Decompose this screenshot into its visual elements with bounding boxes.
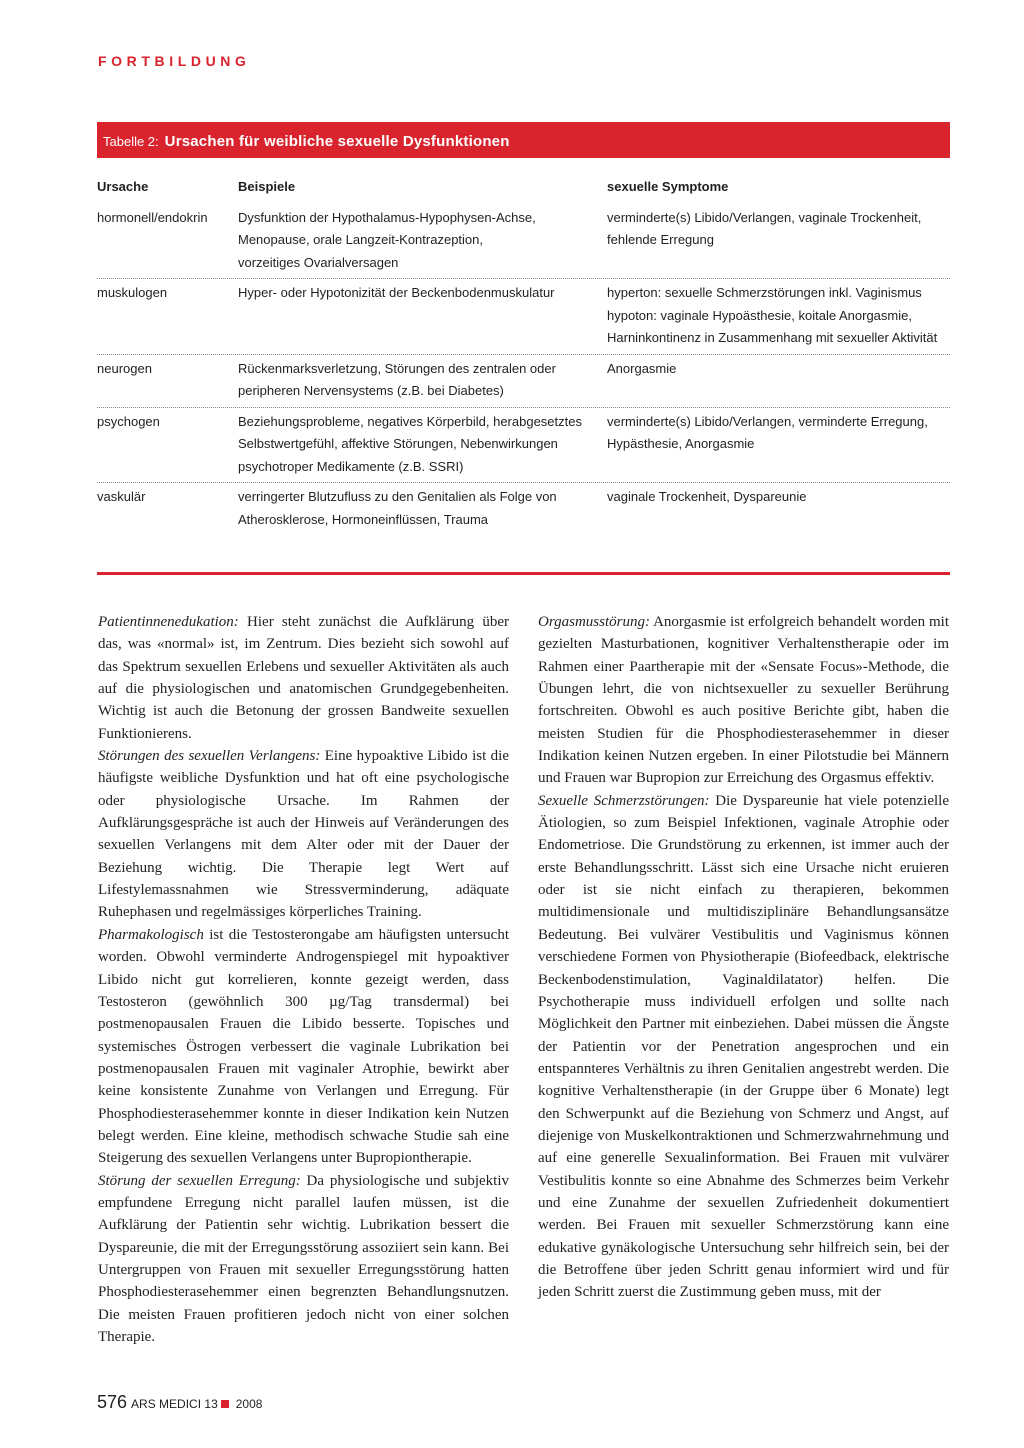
paragraph: Sexuelle Schmerzstörungen: Die Dyspareunie hat viele potenzielle Ätiologien, so zum Beispiel Infektionen, vaginale Atrophie oder Endometriose. Die Grundstörung zu erkennen, ist immer auch der erste Behandlungsschritt. Lässt sich eine Ursache nicht eruieren oder ist sie nicht einfach zu therapieren, bekommen multidimensionale und multidisziplinäre Behandlungsansätze Bedeutung. Bei vulvärer Vestibulitis und Vaginismus können verschiedene Formen von Physiotherapie (Biofeedback, elektrische Beckenbodenstimulation, Vaginaldilatator) helfen. Die Psychotherapie muss individuell erfolgen und sollte nach Möglichkeit den Partner mit einbeziehen. Dabei müssen die Ängste der Patientin vor der Penetration angesprochen und ein entspannteres Verhältnis zu ihren Genitalien angestrebt werden. Die kognitive Verhaltenstherapie (in der Gruppe über 6 Monate) legt den Schwerpunkt auf die Beziehung von Schmerz und Angst, auf diejenige von Muskelkontraktionen und Schmerzwahrnehmung und auf eine generelle Sexualinformation. Bei Frauen mit vulvärer Vestibulitis konnte so eine Abnahme des Schmerzes beim Verkehr und eine Zunahme der sexuellen Zufriedenheit dokumentiert werden. Bei Frauen mit sexueller Schmerzstörung kann eine edukative gynäkologische Untersuchung sehr hilfreich sein, bei der die Betroffene über jeden Schritt genau informiert wird und für jeden Schritt zuerst die Zustimmung geben muss, mit der: [538, 792, 949, 1301]
cell-symptoms: verminderte(s) Libido/Verlangen, vaginale Trockenheit, fehlende Erregung: [607, 209, 922, 247]
column-header-cause: Ursache: [97, 179, 149, 194]
table-bottom-rule: [97, 572, 950, 575]
table-number: Tabelle 2:: [103, 134, 159, 149]
table-title: Ursachen für weibliche sexuelle Dysfunktionen: [164, 133, 510, 150]
table-row: [97, 408, 950, 484]
cell-symptoms: hyperton: sexuelle Schmerzstörungen inkl. Vaginismus hypoton: vaginale Hypoästhesie, koitale Anorgasmie, Harninkontinenz in Zusammenhang mit sexueller Aktivität: [607, 285, 938, 345]
table-row: [97, 279, 950, 355]
paragraph: Patientinnenedukation: Hier steht zunächst die Aufklärung über das, was «normal» ist, im Zentrum. Dies bezieht sich sowohl auf das Spektrum sexuellen Erlebens und sexueller Aktivitäten als auch auf die physiologischen und anatomischen Grundgegebenheiten. Wichtig ist auch die Betonung der grossen Bandweite sexuellen Funktionierens.: [98, 614, 509, 742]
causes-table: [97, 176, 950, 535]
table-row: [97, 483, 950, 535]
cell-examples: Hyper- oder Hypotonizität der Beckenbodenmuskulatur: [238, 285, 555, 300]
cell-cause: vaskulär: [97, 489, 146, 504]
cell-examples: Beziehungsprobleme, negatives Körperbild, herabgesetztes Selbstwertgefühl, affektive Störungen, Nebenwirkungen psychotroper Medikamente (z.B. SSRI): [238, 413, 582, 474]
body-column-left: [98, 611, 509, 1348]
cell-examples: Rückenmarksverletzung, Störungen des zentralen oder peripheren Nervensystems (z.B. bei Diabetes): [238, 360, 556, 398]
cell-examples: verringerter Blutzufluss zu den Genitalien als Folge von Atherosklerose, Hormoneinflüssen, Trauma: [238, 489, 557, 527]
cell-cause: neurogen: [97, 360, 152, 376]
cell-symptoms: verminderte(s) Libido/Verlangen, verminderte Erregung, Hypästhesie, Anorgasmie: [607, 413, 928, 451]
journal-year: 2008: [235, 1397, 263, 1411]
cell-cause: hormonell/endokrin: [97, 209, 208, 225]
column-header-symptoms: sexuelle Symptome: [607, 179, 729, 194]
journal-name: ARS MEDICI 13: [131, 1397, 218, 1411]
cell-cause: muskulogen: [97, 285, 168, 300]
paragraph: Störungen des sexuellen Verlangens: Eine hypoaktive Libido ist die häufigste weibliche Dysfunktion und hat oft eine psychologische oder physiologische Ursache. Im Rahmen der Aufklärungsgespräche ist auch der Hinweis auf Veränderungen des sexuellen Verlangens mit dem Alter oder mit der Dauer der Beziehung wichtig. Die Therapie legt Wert auf Lifestylemassnahmen wie Stressverminderung, adäquate Ruhephasen und regelmässiges körperliches Training.: [98, 748, 509, 921]
table-header-row: [97, 176, 950, 204]
page-footer: [97, 1392, 262, 1413]
cell-symptoms: Anorgasmie: [607, 360, 677, 376]
cell-cause: psychogen: [97, 413, 160, 429]
paragraph: Störung der sexuellen Erregung: Da physiologische und subjektiv empfundene Erregung nicht parallel laufen müssen, ist die Aufklärung der Patientin sehr wichtig. Lubrikation bessert die Dyspareunie, die mit der Erregungsstörung assoziiert sein kann. Bei Untergruppen von Frauen mit sexueller Erregungsstörung hatten Phosphodiesterasehemmer einen begrenzten Behandlungsnutzen. Die meisten Frauen profitieren jedoch nicht von einer solchen Therapie.: [98, 1172, 509, 1345]
cell-symptoms: vaginale Trockenheit, Dyspareunie: [607, 489, 807, 504]
paragraph: Orgasmusstörung: Anorgasmie ist erfolgreich behandelt worden mit gezielten Masturbationen, kognitiver Verhaltenstherapie oder im Rahmen einer Paartherapie mit der «Sensate Focus»-Methode, die Übungen lehrt, die von nichtsexueller zu sexueller Berührung fortschreiten. Obwohl es auch positive Berichte gibt, haben die meisten Studien für die Phosphodiesterasehemmer in dieser Indikation keinen Nutzen ergeben. In einer Pilotstudie bei Männern und Frauen war Bupropion zur Erreichung des Orgasmus effektiv.: [538, 614, 949, 787]
table-title-bar: [97, 122, 950, 158]
red-square-icon: [221, 1400, 229, 1408]
page-number: 576: [97, 1392, 128, 1412]
column-header-examples: Beispiele: [238, 179, 296, 194]
table-row: [97, 204, 950, 280]
body-column-right: [538, 611, 949, 1304]
cell-examples: Dysfunktion der Hypothalamus-Hypophysen-Achse, Menopause, orale Langzeit-Kontrazeption, vorzeitiges Ovarialversagen: [238, 209, 536, 270]
paragraph: Pharmakologisch ist die Testosterongabe am häufigsten untersucht worden. Obwohl verminderte Androgenspiegel mit hypoaktiver Libido nicht gut korrelieren, konnte gezeigt werden, dass Testosteron (gewöhnlich 300 µg/Tag transdermal) bei postmenopausalen Frauen die Libido besserte. Topisches und systemisches Östrogen verbessert die vaginale Lubrikation bei postmenopausalen Frauen mit vaginaler Atrophie, bewirkt aber keine konsistente Zunahme von Verlangen und Erregung. Für Phosphodiesterasehemmer konnte in dieser Indikation kein Nutzen belegt werden. Eine kleine, methodisch schwache Studie sah eine Steigerung des sexuellen Verlangens unter Bupropiontherapie.: [98, 926, 509, 1167]
section-label: FORTBILDUNG: [98, 53, 251, 69]
table-row: [97, 355, 950, 408]
